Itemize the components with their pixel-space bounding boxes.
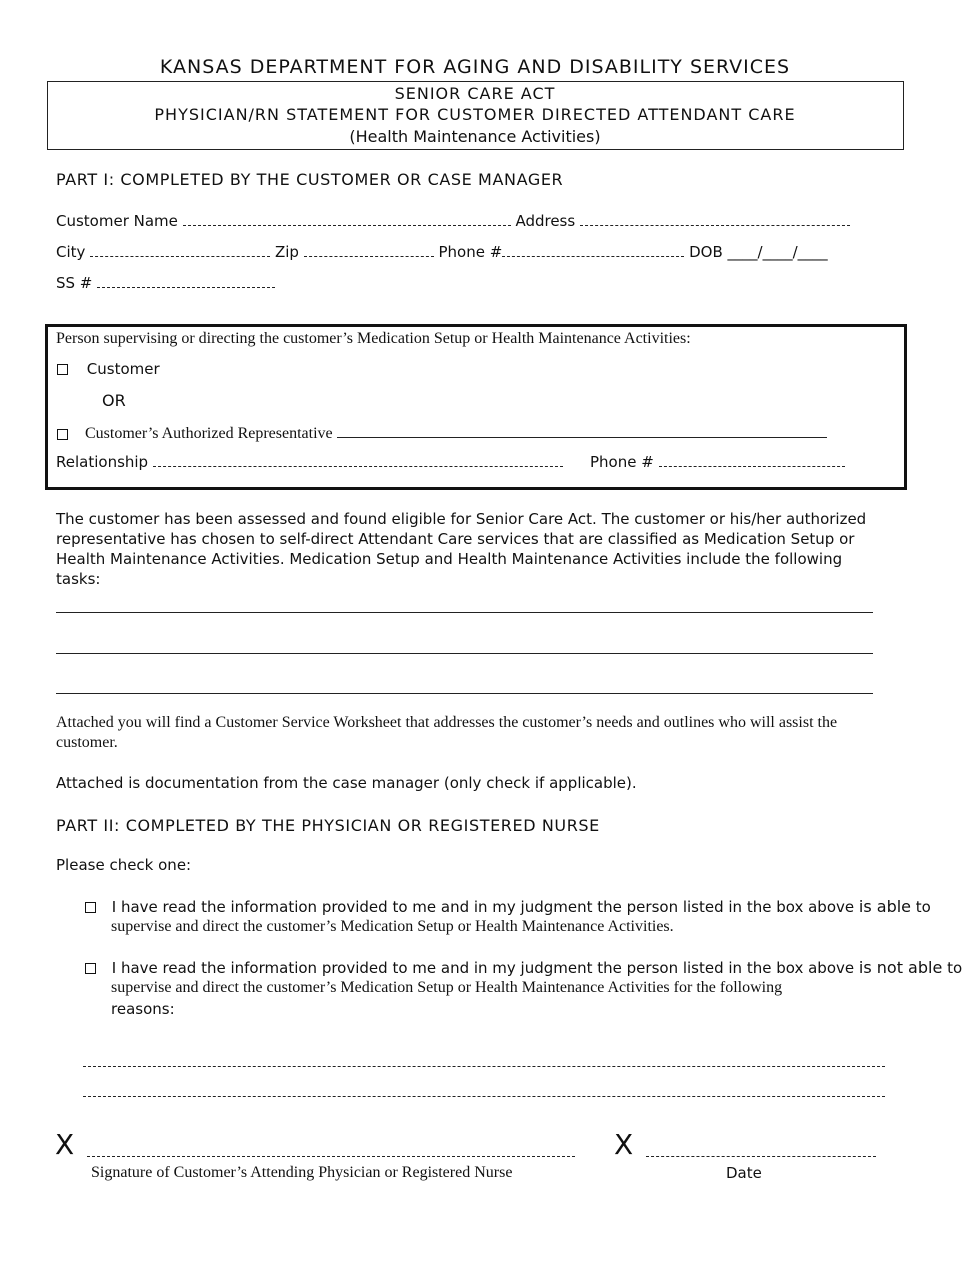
rep-phone-field[interactable] (659, 452, 845, 467)
customer-option[interactable] (57, 360, 160, 378)
agency-title: KANSAS DEPARTMENT FOR AGING AND DISABILITY SERVICES (159, 56, 791, 78)
reasons-line-2[interactable] (83, 1082, 885, 1097)
customer-name-field[interactable] (183, 211, 511, 226)
signature-field[interactable] (87, 1142, 575, 1157)
dob-label: DOB (689, 243, 723, 261)
part1-heading: PART I: COMPLETED BY THE CUSTOMER OR CASE MANAGER (56, 170, 564, 189)
ss-label: SS # (56, 274, 93, 292)
task-line-3[interactable] (56, 679, 873, 694)
dob-field[interactable]: ____/____/____ (727, 243, 828, 261)
option-not-able[interactable] (85, 958, 962, 977)
zip-field[interactable] (304, 242, 434, 257)
able-text-a: I have read the information provided to me and in my judgment the person listed in the box above (111, 898, 855, 916)
customer-name-row (56, 211, 850, 230)
program-title: SENIOR CARE ACT (394, 84, 556, 103)
relationship-field[interactable] (153, 452, 563, 467)
documentation-text: Attached is documentation from the case manager (only check if applicable). (56, 774, 637, 792)
representative-checkbox[interactable] (57, 429, 68, 440)
ss-field[interactable] (97, 273, 275, 288)
able-text-b: to (915, 898, 931, 916)
task-line-2[interactable] (56, 639, 873, 654)
reasons-line-1[interactable] (83, 1052, 885, 1067)
form-title: PHYSICIAN/RN STATEMENT FOR CUSTOMER DIRECTED ATTENDANT CARE (154, 105, 796, 124)
task-line-1[interactable] (56, 598, 873, 613)
supervisor-prompt: Person supervising or directing the customer’s Medication Setup or Health Maintenance Activities: (56, 330, 691, 347)
signature-caption: Signature of Customer’s Attending Physician or Registered Nurse (91, 1164, 513, 1181)
rep-phone-label: Phone # (590, 453, 654, 471)
worksheet-paragraph: Attached you will find a Customer Service Worksheet that addresses the customer’s needs and outlines who will assist the customer. (56, 714, 838, 751)
address-field[interactable] (580, 211, 850, 226)
form-subtitle: (Health Maintenance Activities) (349, 127, 601, 146)
rep-phone-row (590, 452, 845, 471)
able-emphasis: is able (858, 897, 912, 916)
customer-option-label: Customer (86, 360, 160, 378)
city-field[interactable] (90, 242, 270, 257)
not-able-text-line2: supervise and direct the customer’s Medication Setup or Health Maintenance Activities for the following (111, 979, 783, 996)
representative-field[interactable] (337, 423, 827, 438)
option-able[interactable] (85, 897, 931, 916)
zip-label: Zip (274, 243, 299, 261)
eligibility-paragraph: The customer has been assessed and found eligible for Senior Care Act. The customer or his/her authorized representative has chosen to self-direct Attendant Care services that are classified as Medication Setup or Health Maintenance Activities. Medication Setup and Health Maintenance Activities include the following tasks: (56, 510, 867, 588)
check-one-instruction: Please check one: (56, 856, 192, 874)
customer-checkbox[interactable] (57, 364, 68, 375)
not-able-text-b: to (947, 959, 962, 977)
not-able-text-line3: reasons: (111, 1000, 175, 1018)
ss-row (56, 273, 275, 292)
able-checkbox[interactable] (85, 902, 96, 913)
or-text: OR (102, 391, 126, 410)
city-label: City (56, 243, 86, 261)
relationship-row (56, 452, 563, 471)
city-row (56, 242, 828, 261)
date-caption: Date (726, 1164, 762, 1182)
date-field[interactable] (646, 1142, 876, 1157)
representative-option[interactable] (57, 423, 827, 443)
not-able-checkbox[interactable] (85, 963, 96, 974)
phone-field[interactable] (502, 242, 684, 257)
address-label: Address (515, 212, 576, 230)
phone-label: Phone # (438, 243, 503, 261)
customer-name-label: Customer Name (56, 212, 178, 230)
representative-option-label: Customer’s Authorized Representative (85, 425, 333, 442)
signature-x-mark: X (55, 1128, 75, 1161)
date-x-mark: X (614, 1128, 634, 1161)
able-text-line2: supervise and direct the customer’s Medication Setup or Health Maintenance Activities. (111, 918, 674, 935)
relationship-label: Relationship (56, 453, 149, 471)
not-able-text-a: I have read the information provided to me and in my judgment the person listed in the box above (111, 959, 855, 977)
not-able-emphasis: is not able (858, 958, 943, 977)
part2-heading: PART II: COMPLETED BY THE PHYSICIAN OR REGISTERED NURSE (56, 816, 600, 835)
